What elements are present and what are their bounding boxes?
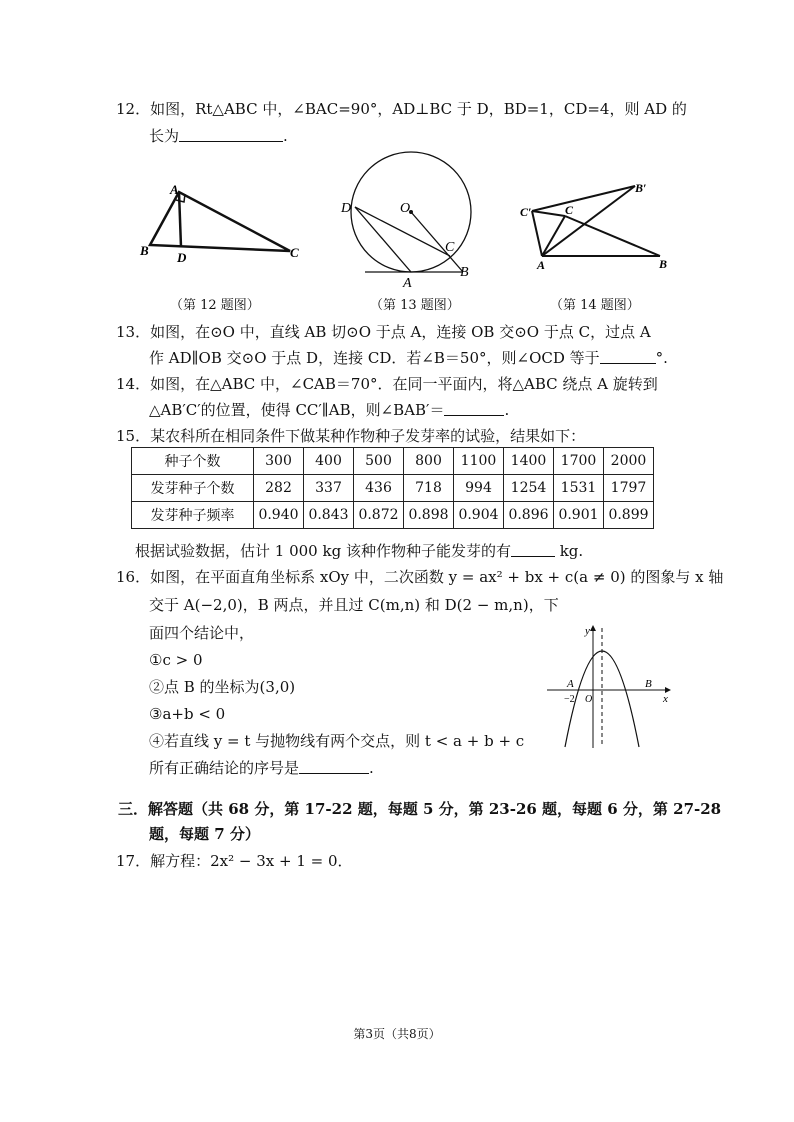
table-cell: 400: [304, 448, 354, 475]
fig16-label-O: O: [585, 694, 593, 705]
q15-line1: [116, 426, 585, 446]
fig13-label-A: A: [403, 276, 412, 290]
q14-number: 14．: [116, 375, 151, 393]
table-cell: 发芽种子个数: [132, 475, 254, 502]
q14-line1: [116, 374, 658, 394]
q16-text-1: 如图，在平面直角坐标系 xOy 中，二次函数 y = ax² + bx + c(a ≠ 0) 的图象与 x 轴: [150, 568, 724, 586]
caption-12: （第 12 题图）: [170, 298, 260, 313]
q15-unit: kg.: [554, 542, 584, 560]
q12-line1: [116, 99, 687, 119]
caption-14: （第 14 题图）: [550, 298, 640, 313]
fig16-label-x: x: [663, 693, 668, 705]
fig12-triangle: [150, 192, 290, 251]
table-cell: 发芽种子频率: [132, 502, 254, 529]
caption-13: （第 13 题图）: [370, 298, 460, 313]
fig12-label-D: D: [177, 250, 187, 265]
fig12-label-A: A: [170, 182, 179, 197]
fig16-label-A: A: [567, 678, 574, 690]
figure-12: [135, 180, 305, 265]
q16-conclusion-1: ①c > 0: [149, 651, 203, 669]
table-row: [132, 502, 654, 529]
table-cell: 0.901: [554, 502, 604, 529]
fig16-label-B: B: [645, 678, 652, 690]
fig16-label-y: y: [585, 625, 590, 637]
fig13-AD: [355, 207, 411, 272]
figure-14: [515, 176, 675, 271]
q16-line4: [149, 758, 374, 778]
q16-conclusion-2: ②点 B 的坐标为(3,0): [149, 678, 296, 696]
q13-line2: [149, 348, 668, 368]
fig13-label-O: O: [400, 201, 411, 216]
q16-conclusion-4: ④若直线 y = t 与抛物线有两个交点，则 t < a + b + c: [149, 732, 525, 750]
table-cell: 0.898: [404, 502, 454, 529]
fig14-label-B: B: [659, 257, 668, 271]
table-cell: 0.896: [504, 502, 554, 529]
table-cell: 300: [254, 448, 304, 475]
table-cell: 337: [304, 475, 354, 502]
table-cell: 1531: [554, 475, 604, 502]
q13-text-2: 作 AD∥OB 交⊙O 于点 D，连接 CD．若∠B＝50°，则∠OCD 等于: [149, 349, 600, 367]
table-cell: 0.940: [254, 502, 304, 529]
q16-line1: [116, 567, 723, 587]
q16-line2: [149, 595, 559, 615]
page-footer: 第3页（共8页）: [353, 1027, 441, 1041]
table-cell: 1254: [504, 475, 554, 502]
q12-text-2: 长为: [149, 127, 180, 145]
fig14-CB: [565, 216, 660, 256]
table-cell: 436: [354, 475, 404, 502]
q13-text-1: 如图，在⊙O 中，直线 AB 切⊙O 于点 A，连接 OB 交⊙O 于点 C，过点 A: [150, 323, 651, 341]
q15-text: 某农科所在相同条件下做某种作物种子发芽率的试验，结果如下：: [150, 427, 586, 445]
q12-text-1: 如图，Rt△ABC 中，∠BAC=90°，AD⊥BC 于 D，BD=1，CD=4，则 AD 的: [150, 100, 687, 118]
fig16-label-neg2: −2: [564, 694, 575, 705]
q13-answer-blank[interactable]: [600, 348, 656, 364]
q15-number: 15．: [116, 427, 151, 445]
fig12-label-C: C: [290, 245, 299, 260]
table-cell: 0.843: [304, 502, 354, 529]
q15-after-text: 根据试验数据，估计 1 000 kg 该种作物种子能发芽的有: [135, 542, 511, 560]
fig12-label-B: B: [140, 243, 149, 258]
fig14-label-C1: C′: [520, 205, 532, 219]
q12-answer-blank[interactable]: [179, 126, 283, 142]
table-cell: 1700: [554, 448, 604, 475]
q15-answer-blank[interactable]: [511, 541, 555, 557]
q17-line: [116, 851, 353, 871]
section3-line1: 三．解答题（共 68 分，第 17-22 题，每题 5 分，第 23-26 题，每题 6 分，第 27-28: [118, 800, 722, 818]
section3-line2: 题，每题 7 分）: [149, 825, 260, 843]
table-row: [132, 448, 654, 475]
fig14-label-A: A: [537, 258, 546, 271]
q12-line2: [149, 126, 288, 146]
q14-line2: [149, 400, 509, 420]
q13-end: °.: [655, 349, 668, 367]
q17-text: 解方程：2x² − 3x + 1 = 0．: [150, 852, 353, 870]
fig13-label-D: D: [341, 201, 352, 216]
q14-answer-blank[interactable]: [444, 400, 504, 416]
table-cell: 2000: [604, 448, 654, 475]
table-cell: 800: [404, 448, 454, 475]
q16-number: 16．: [116, 568, 151, 586]
fig14-AC: [542, 216, 565, 256]
table-row: [132, 475, 654, 502]
table-cell: 种子个数: [132, 448, 254, 475]
q16-conclusion-3: ③a+b < 0: [149, 705, 226, 723]
table-cell: 1797: [604, 475, 654, 502]
fig14-label-B1: B′: [635, 181, 647, 195]
fig14-label-C: C: [565, 203, 574, 217]
q16-line3: [149, 623, 254, 643]
q16-text-4: 所有正确结论的序号是: [149, 759, 300, 777]
q14-text-1: 如图，在△ABC 中，∠CAB＝70°．在同一平面内，将△ABC 绕点 A 旋转到: [150, 375, 658, 393]
q13-number: 13．: [116, 323, 151, 341]
seed-table: [131, 447, 654, 529]
table-cell: 1100: [454, 448, 504, 475]
q16-answer-blank[interactable]: [299, 758, 369, 774]
fig14-AC1: [532, 211, 542, 256]
q12-end: .: [283, 127, 288, 145]
q15-after-line: [135, 541, 583, 561]
table-cell: 500: [354, 448, 404, 475]
q14-end: .: [504, 401, 510, 419]
q12-number: 12．: [116, 100, 151, 118]
table-cell: 282: [254, 475, 304, 502]
figure-13: [335, 150, 480, 290]
table-cell: 718: [404, 475, 454, 502]
fig13-OB: [411, 212, 463, 272]
fig13-label-C: C: [445, 240, 455, 255]
fig14-CC1: [532, 211, 565, 216]
q17-number: 17．: [116, 852, 151, 870]
table-cell: 0.899: [604, 502, 654, 529]
fig13-label-B: B: [460, 265, 469, 280]
q16-text-3: 面四个结论中，: [149, 624, 255, 642]
table-cell: 0.872: [354, 502, 404, 529]
q16-end: .: [369, 759, 374, 777]
table-cell: 1400: [504, 448, 554, 475]
table-cell: 0.904: [454, 502, 504, 529]
table-cell: 994: [454, 475, 504, 502]
q13-line1: [116, 322, 651, 342]
figure-16: [545, 620, 675, 750]
q14-text-2: △AB′C′的位置，使得 CC′∥AB，则∠BAB′＝: [149, 401, 445, 419]
q16-text-2: 交于 A(−2,0)，B 两点，并且过 C(m,n) 和 D(2 − m,n)，下: [149, 596, 559, 614]
